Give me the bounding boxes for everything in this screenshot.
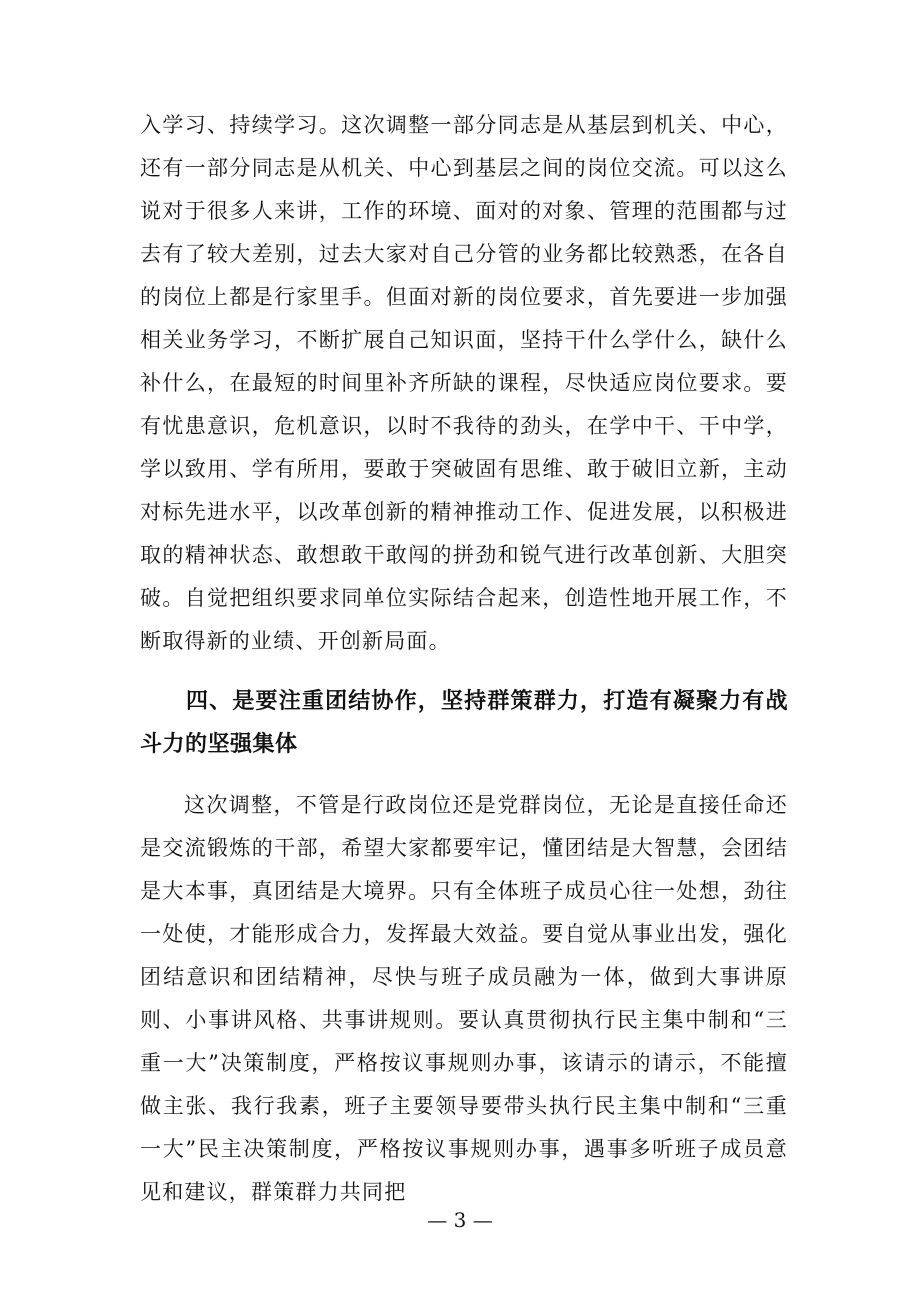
- body-paragraph: 这次调整，不管是行政岗位还是党群岗位，无论是直接任命还是交流锻炼的干部，希望大家都要牢记，懂团结是大智慧，会团结是大本事，真团结是大境界。只有全体班子成员心往一处想，劲往一处使，才能形成合力，发挥最大效益。要自觉从事业出发，强化团结意识和团结精神，尽快与班子成员融为一体，做到大事讲原则、小事讲风格、共事讲规则。要认真贯彻执行民主集中制和“三重一大”决策制度，严格按议事规则办事，该请示的请示，不能擅做主张、我行我素，班子主要领导要带头执行民主集中制和“三重一大”民主决策制度，严格按议事规则办事，遇事多听班子成员意见和建议，群策群力共同把: [140, 793, 788, 1204]
- page-number: — 3 —: [427, 1208, 493, 1232]
- section-heading: 四、是要注重团结协作，坚持群策群力，打造有凝聚力有战斗力的坚强集体: [140, 689, 788, 757]
- body-paragraph-continuation: 入学习、持续学习。这次调整一部分同志是从基层到机关、中心，还有一部分同志是从机关、中心到基层之间的岗位交流。可以这么说对于很多人来讲，工作的环境、面对的对象、管理的范围都与过去有了较大差别，过去大家对自己分管的业务都比较熟悉，在各自的岗位上都是行家里手。但面对新的岗位要求，首先要进一步加强相关业务学习，不断扩展自己知识面，坚持干什么学什么，缺什么补什么，在最短的时间里补齐所缺的课程，尽快适应岗位要求。要有忧患意识，危机意识，以时不我待的劲头，在学中干、干中学，学以致用、学有所用，要敢于突破固有思维、敢于破旧立新，主动对标先进水平，以改革创新的精神推动工作、促进发展，以积极进取的精神状态、敢想敢干敢闯的拼劲和锐气进行改革创新、大胆突破。自觉把组织要求同单位实际结合起来，创造性地开展工作，不断取得新的业绩、开创新局面。: [140, 113, 788, 653]
